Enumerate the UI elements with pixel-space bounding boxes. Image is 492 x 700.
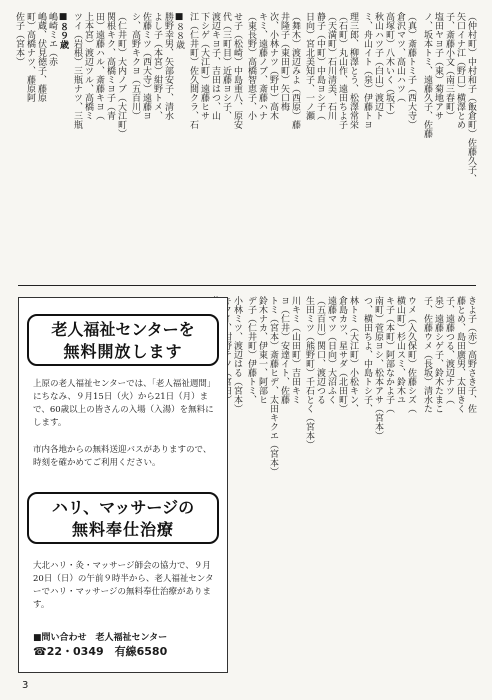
name-column: 小林ミツ、渡辺はる（宮本） (232, 296, 242, 413)
free-opening-banner (27, 314, 219, 366)
page-number: 3 (22, 680, 29, 691)
name-column: 川キミ（山田町）吉田キミ ヨ（仁井）安達イト、佐藤 トミ（宮本）斎藤ヒデ、太田キクエ（宮本） 鈴木ナカ、伊東一、阿部ヒ デ子（仁井町）伊藤トミ、 (246, 296, 300, 476)
name-column: （仁井町）大内ノブ（大江町） 関根キク、高橋ミヨ子（青 田）遠藤ハル、斎藤キヨ（ 上本宮）渡辺ツル、高橋ミ ツイ（岩根）三瓶ナツ、三瓶 (72, 12, 126, 138)
massage-banner (27, 492, 219, 544)
banner-title-line1: 老人福祉センターを (51, 320, 195, 339)
banner-title-line2: 無料奉仕治療 (71, 520, 174, 539)
contact-phone: ☎22・0349 有線6580 (33, 645, 168, 658)
contact-label: ■問い合わせ 老人福祉センター (33, 633, 168, 643)
senior-center-notice (18, 297, 228, 673)
name-column: せ子（松崎）中島重八、原安 代（三町目）近藤ヨシ子、 渡辺キヨ子、吉田はつ、山 下シゲ（大江町）遠藤ヒサ 江（仁井町）佐久間クラ、石 (188, 12, 242, 129)
name-column: 理三郎、柳澤とう、松澤常栄 （石町）丸山作、遠田ちよ子 （天満町）石川清美、石川 静子（中町）中島ヨシ子（ 日向）宮北美知子、一ノ瀬 (304, 12, 358, 129)
banner-title-line1: ハリ、マッサージの (51, 498, 195, 517)
contact-info (33, 631, 223, 659)
section-divider (18, 285, 476, 286)
name-column: （仲村町）中村和子（飯倉町）佐藤久子、 矢口イナ江（野口）横澤とめ 子、斎藤小文（南三春町） 塩田ヤヨ子（東）菊地アサ ノ、坂本トミ、遠藤久子、佐藤 (422, 12, 476, 183)
name-column: きよ子（赤）高野さき子、佐 藤とめ、島田廣男、太田きく 子、遠藤つる、渡辺ナツ（ 泉）遠藤シゲ子、鈴木たまこ 子、佐藤ウメ（長坂）清水た (422, 296, 476, 413)
notice-paragraph: 大北ハリ・灸・マッサージ師会の協力で、９月20日（日）の午前９時半から、老人福祉センターでハリ・マッサージの無料奉仕治療があります。 (33, 561, 214, 610)
banner-title-line2: 無料開放します (63, 342, 183, 361)
name-column: ウメ（入久保町）佐藤シズ（ 横山町）杉山スミ、鈴木ユ キ子（本町）阿部なかよ子（ 南町）菅原ヨシ、松本アサ（宮本） つ、横田ちよ、中島トシ子、 (362, 296, 416, 440)
name-column: 林トミ（大江町）小松キン、 倉島カツ、星サダ（北田町） 遠藤マツ（日向）大沼ふく （五百川）関口、渡辺つる 生田ミツ（熊野町）千石とく（宮本） (304, 296, 358, 449)
name-column: ■８８歳 勝野幸男、矢部安子、清水 よし子（本宮）紺野トメ、 佐藤ミツ（西大寺）遠藤ヨ シ、高野キクヨ（五百川） (130, 12, 184, 120)
notice-paragraph: 上原の老人福祉センターでは、「老人福祉週間」にちなみ、９月15日（火）から21日（月）まで、60歳以上の皆さんの入場（入湯）を無料にします。 (33, 379, 216, 428)
name-column: （真）斎藤トミ子（西大寺） 倉沢マツ、高山ハツ（ 高塚町）八木いく（坂下） 秋山ハツ子（白山）渡辺ト ミ、舟山イト（泉）伊藤トヨ (362, 12, 416, 129)
name-column: ■８９歳 嶋崎ミエ（赤 嶋蔵、伏見徳子、藤原 町）高橋ナツ、藤原阿 佐子（宮本） (14, 12, 68, 102)
name-column: （舞木）渡辺みよ（西原）藤 井隆子（東田町）矢口梅 次、小林ナツ（野中）高木 キミ、遠藤ノブ、斎藤ハナ （東長野）高橋智恵子、小 (246, 12, 300, 129)
notice-paragraph: 市内各地からの無料送迎バスがありますので、時刻を確かめてご利用ください。 (33, 445, 212, 468)
